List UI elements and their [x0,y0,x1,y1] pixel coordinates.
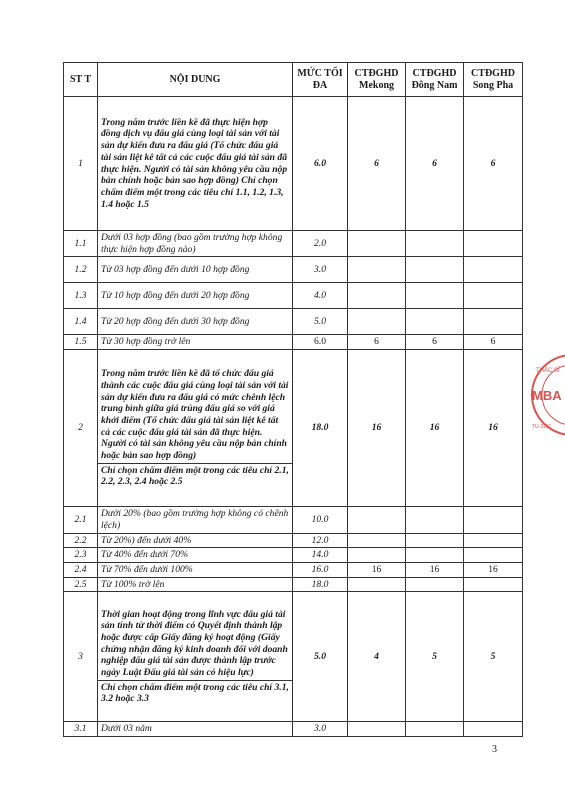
row-max: 3.0 [293,722,348,737]
row-song-pha [464,533,523,548]
row-mekong [348,309,406,335]
row-dong-nam: 6 [406,335,464,350]
row-song-pha: 16 [464,350,523,507]
row-max: 3.0 [293,257,348,283]
row-song-pha [464,507,523,533]
row-dong-nam: 6 [406,97,464,231]
row-mekong: 6 [348,335,406,350]
row-max: 18.0 [293,350,348,507]
header-row [64,63,523,97]
row-content-note: Chỉ chọn chấm điểm một trong các tiêu chí 2.1, 2.2, 2.3, 2.4 hoặc 2.5 [98,463,292,489]
row-stt: 1.3 [64,283,98,309]
table-row [64,507,523,533]
row-song-pha [464,548,523,563]
row-max: 5.0 [293,309,348,335]
row-dong-nam [406,309,464,335]
company-seal [530,350,565,440]
row-dong-nam [406,257,464,283]
row-dong-nam [406,577,464,592]
row-stt: 1 [64,97,98,231]
table-row [64,97,523,231]
row-mekong: 16 [348,350,406,507]
row-content: Dưới 03 năm [98,722,293,737]
row-song-pha: 5 [464,592,523,722]
row-content: Từ 100% trở lên [98,577,293,592]
header-stt: ST T [64,63,98,97]
row-song-pha [464,257,523,283]
row-song-pha [464,577,523,592]
row-content: Từ 30 hợp đồng trở lên [98,335,293,350]
row-dong-nam [406,548,464,563]
row-content-main: Thời gian hoạt động trong lĩnh vực đấu giá tài sản tính từ thời điểm có Quyết định thành lập hoặc được cấp Giấy đăng ký hoạt động (Giấy chứng nhận đăng ký kinh doanh đối với doanh nghiệp đấu giá tài sản được thành lập trước ngày Luật Đấu giá tài sản có hiệu lực) [101,608,288,679]
row-stt: 2 [64,350,98,507]
svg-text:MBA: MBA [532,388,562,403]
row-content: Từ 20%) đến dưới 40% [98,533,293,548]
row-dong-nam [406,231,464,257]
row-max: 6.0 [293,335,348,350]
row-stt: 2.4 [64,562,98,577]
row-dong-nam [406,722,464,737]
row-song-pha: 16 [464,562,523,577]
row-dong-nam [406,533,464,548]
row-max: 5.0 [293,592,348,722]
row-stt: 2.1 [64,507,98,533]
row-max: 12.0 [293,533,348,548]
table-row [64,257,523,283]
svg-text:TU-3101: TU-3101 [532,424,552,430]
row-mekong [348,507,406,533]
row-song-pha [464,231,523,257]
row-stt: 2.2 [64,533,98,548]
table-row [64,592,523,722]
row-mekong: 6 [348,97,406,231]
row-content: Trong năm trước liền kề đã thực hiện hợp đồng dịch vụ đấu giá cùng loại tài sản với tài sản dự kiến đưa ra đấu giá (Tổ chức đấu giá tài sản liệt kê tất cả các cuộc đấu giá tài sản đã thực hiện. Người có tài sản không yêu cầu nộp bản chính hoặc bản sao hợp đồng) Chỉ chọn chấm điểm một trong các tiêu chí 1.1, 1.2, 1.3, 1.4 hoặc 1.5 [98,97,293,231]
row-dong-nam [406,283,464,309]
row-song-pha [464,309,523,335]
row-content: Từ 10 hợp đồng đến dưới 20 hợp đồng [98,283,293,309]
table-row [64,533,523,548]
row-dong-nam: 16 [406,350,464,507]
svg-text:THẮC SĨ: THẮC SĨ [536,368,560,374]
row-content: Từ 20 hợp đồng đến dưới 30 hợp đồng [98,309,293,335]
table-row [64,548,523,563]
row-content-note: Chỉ chọn chấm điểm một trong các tiêu chí 3.1, 3.2 hoặc 3.3 [98,680,292,706]
header-song-pha: CTĐGHD Song Pha [464,63,523,97]
row-stt: 3.1 [64,722,98,737]
row-content: Từ 40% đến dưới 70% [98,548,293,563]
row-stt: 1.5 [64,335,98,350]
row-max: 4.0 [293,283,348,309]
row-content: Dưới 03 hợp đồng (bao gồm trường hợp không thực hiện hợp đồng nào) [98,231,293,257]
page-number: 3 [492,744,497,755]
table-row [64,350,523,507]
table-row [64,309,523,335]
row-stt: 3 [64,592,98,722]
header-dong-nam: CTĐGHD Đông Nam [406,63,464,97]
row-song-pha: 6 [464,97,523,231]
row-content-main: Trong năm trước liền kề đã tổ chức đấu giá thành các cuộc đấu giá cùng loại tài sản với tài sản dự kiến đưa ra đấu giá có mức chênh lệch trung bình giữa giá trúng đấu giá so với giá khởi điểm (Tổ chức đấu giá tài sản liệt kê tất cả các cuộc đấu giá tài sản đã thực hiện. Người có tài sản không yêu cầu nộp bản chính hoặc bản sao hợp đồng) [101,368,289,462]
row-max: 6.0 [293,97,348,231]
row-mekong [348,257,406,283]
row-dong-nam: 16 [406,562,464,577]
row-stt: 2.3 [64,548,98,563]
row-max: 16.0 [293,562,348,577]
row-content [98,592,293,722]
table-row [64,577,523,592]
header-max: MỨC TỐI ĐA [293,63,348,97]
row-mekong: 16 [348,562,406,577]
header-content: NỘI DUNG [98,63,293,97]
row-mekong [348,577,406,592]
table-row [64,283,523,309]
row-stt: 1.4 [64,309,98,335]
row-mekong [348,283,406,309]
row-max: 14.0 [293,548,348,563]
row-mekong [348,548,406,563]
table-row [64,562,523,577]
row-max: 18.0 [293,577,348,592]
row-max: 2.0 [293,231,348,257]
row-song-pha [464,283,523,309]
row-stt: 1.1 [64,231,98,257]
row-mekong [348,231,406,257]
row-stt: 1.2 [64,257,98,283]
row-song-pha [464,722,523,737]
row-mekong: 4 [348,592,406,722]
scoring-table [63,62,523,737]
header-mekong: CTĐGHD Mekong [348,63,406,97]
row-mekong [348,533,406,548]
row-content [98,350,293,507]
row-content: Từ 70% đến dưới 100% [98,562,293,577]
row-content: Từ 03 hợp đồng đến dưới 10 hợp đồng [98,257,293,283]
row-dong-nam [406,507,464,533]
row-song-pha: 6 [464,335,523,350]
table-row [64,231,523,257]
table-row [64,722,523,737]
row-stt: 2.5 [64,577,98,592]
table-row [64,335,523,350]
row-dong-nam: 5 [406,592,464,722]
row-content: Dưới 20% (bao gồm trường hợp không có chênh lệch) [98,507,293,533]
row-mekong [348,722,406,737]
row-max: 10.0 [293,507,348,533]
